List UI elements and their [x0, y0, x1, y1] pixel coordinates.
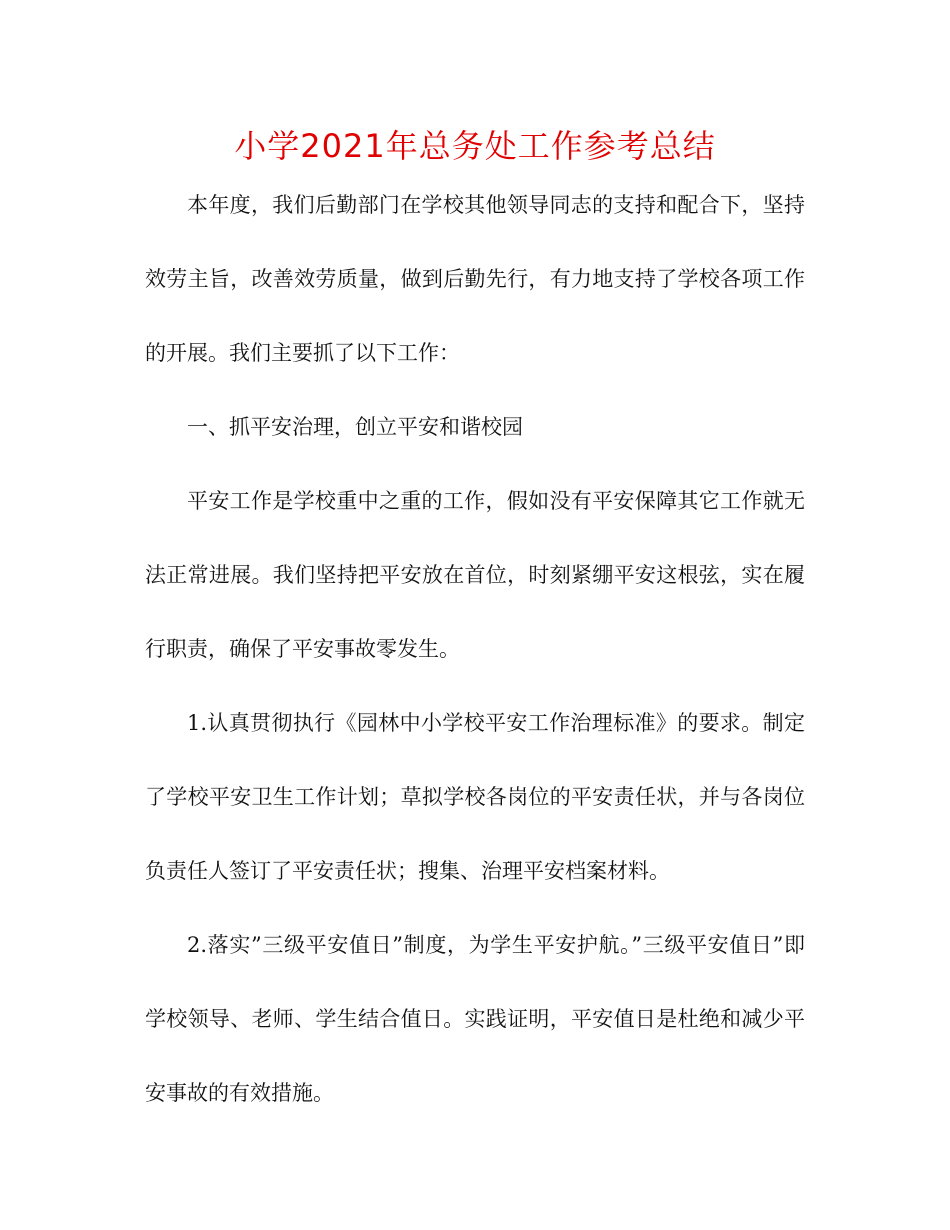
intro-paragraph: 本年度，我们后勤部门在学校其他领导同志的支持和配合下，坚持效劳主旨，改善效劳质量，做到后勤先行，有力地支持了学校各项工作的开展。我们主要抓了以下工作： [145, 193, 805, 365]
item-2-paragraph: 2.落实”三级平安值日”制度，为学生平安护航。”三级平安值日”即学校领导、老师、学生结合值日。实践证明，平安值日是杜绝和减少平安事故的有效措施。 [145, 933, 805, 1105]
section-heading-1: 一、抓平安治理，创立平安和谐校园 [187, 415, 523, 439]
safety-paragraph: 平安工作是学校重中之重的工作，假如没有平安保障其它工作就无法正常进展。我们坚持把平安放在首位，时刻紧绷平安这根弦，实在履行职责，确保了平安事故零发生。 [145, 489, 805, 661]
item-1-paragraph: 1.认真贯彻执行《园林中小学校平安工作治理标准》的要求。制定了学校平安卫生工作计划；草拟学校各岗位的平安责任状，并与各岗位负责任人签订了平安责任状；搜集、治理平安档案材料。 [145, 711, 805, 883]
document-title: 小学2021年总务处工作参考总结 [234, 127, 716, 165]
document-body [145, 168, 805, 1130]
